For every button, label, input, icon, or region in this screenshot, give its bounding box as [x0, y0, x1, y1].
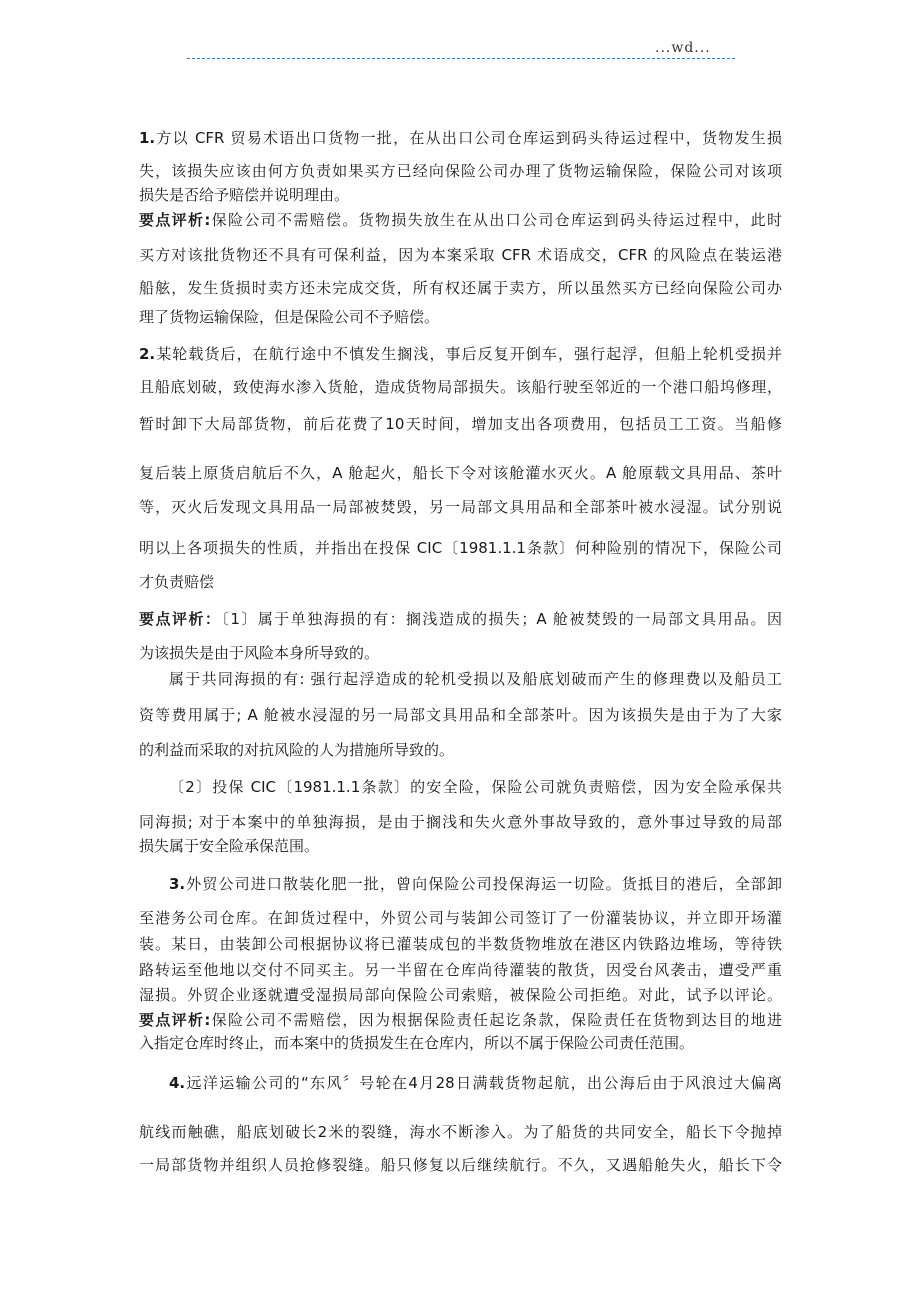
paragraph-line: 至港务公司仓库。在卸货过程中，外贸公司与装卸公司签订了一份灌装协议，并立即开场灌 [139, 909, 782, 927]
paragraph-line: 损失属于安全险承保范围。 [139, 837, 320, 855]
paragraph-line: 同海损; 对于本案中的单独海损，是由于搁浅和失火意外事故导致的，意外事过导致的局部 [139, 813, 782, 831]
analysis-label: 要点评析: [139, 211, 211, 229]
paragraph-line: 买方对该批货物还不具有可保利益，因为本案采取 CFR 术语成交，CFR 的风险点在装运港 [139, 246, 782, 264]
paragraph-line: 等，灭火后发现文具用品一局部被焚毁，另一局部文具用品和全部茶叶被水浸湿。试分别说 [139, 498, 782, 516]
paragraph-line: 一局部货物并组织人员抢修裂缝。船只修复以后继续航行。不久，又遇船舱失火，船长下令 [139, 1156, 782, 1174]
paragraph-line: 才负责赔偿 [139, 573, 215, 591]
line-text: 〔1〕属于单独海损的有：搁浅造成的损失；A 舱被焚毁的一局部文具用品。因 [221, 610, 782, 628]
header-divider [187, 58, 735, 59]
line-text: 外贸公司进口散装化肥一批，曾向保险公司投保海运一切险。货抵目的港后，全部卸 [185, 875, 782, 893]
analysis-label: 要点评析： [139, 610, 222, 628]
paragraph-line [139, 210, 782, 230]
question-number: 1. [139, 129, 156, 147]
paragraph-line: 为该损失是由于风险本身所导致的。 [139, 644, 380, 662]
question-number: 4. [169, 1074, 186, 1092]
paragraph-line: 暂时卸下大局部货物，前后花费了10天时间，增加支出各项费用，包括员工工资。当船修 [139, 415, 782, 433]
paragraph-line: 的利益而采取的对抗风险的人为措施所导致的。 [139, 741, 455, 759]
paragraph-line: 船舷，发生货损时卖方还未完成交货，所有权还属于卖方，所以虽然买方已经向保险公司办 [139, 279, 782, 297]
paragraph-line [139, 609, 782, 629]
paragraph-line: 复后装上原货启航后不久，A 舱起火，船长下令对该舱灌水灭火。A 舱原载文具用品、茶叶 [139, 464, 782, 482]
paragraph-line: 损失是否给予赔偿并说明理由。 [139, 186, 350, 204]
line-text: 保险公司不需赔偿，因为根据保险责任起讫条款，保险责任在货物到达目的地进 [210, 1011, 782, 1029]
paragraph-line [139, 128, 782, 148]
paragraph-line: 航线而触礁，船底划破长2米的裂缝，海水不断渗入。为了船货的共同安全，船长下令抛掉 [139, 1123, 782, 1141]
paragraph-line: 明以上各项损失的性质，并指出在投保 CIC〔1981.1.1条款〕何种险别的情况下，保险公司 [139, 539, 782, 557]
paragraph-line [169, 1073, 782, 1093]
paragraph-line: 路转运至他地以交付不同买主。另一半留在仓库尚待灌装的散货，因受台风袭击，遭受严重 [139, 961, 782, 979]
paragraph-line: 〔2〕投保 CIC〔1981.1.1条款〕的安全险，保险公司就负责赔偿，因为安全险承保共 [169, 778, 782, 796]
question-number: 3. [169, 875, 186, 893]
paragraph-line [139, 344, 782, 364]
paragraph-line: 资等费用属于; A 舱被水浸湿的另一局部文具用品和全部茶叶。因为该损失是由于为了大家 [139, 706, 782, 724]
paragraph-line: 入指定仓库时终止，而本案中的货损发生在仓库内，所以不属于保险公司责任范围。 [139, 1034, 695, 1052]
paragraph-line: 装。某日，由装卸公司根据协议将已灌装成包的半数货物堆放在港区内铁路边堆场，等待铁 [139, 935, 782, 953]
paragraph-line: 失，该损失应该由何方负责如果买方已经向保险公司办理了货物运输保险，保险公司对该项 [139, 162, 782, 180]
paragraph-line: 属于共同海损的有: 强行起浮造成的轮机受损以及船底划破而产生的修理费以及船员工 [169, 670, 782, 688]
analysis-label: 要点评析: [139, 1011, 211, 1029]
question-number: 2. [139, 345, 156, 363]
line-text: 远洋运输公司的“东风〞号轮在4月28日满载货物起航，出公海后由于风浪过大偏离 [185, 1074, 782, 1092]
header-mark: ...wd... [655, 40, 711, 56]
paragraph-line: 且船底划破，致使海水渗入货舱，造成货物局部损失。该船行驶至邻近的一个港口船坞修理， [139, 378, 782, 396]
line-text: 保险公司不需赔偿。货物损失放生在从出口公司仓库运到码头待运过程中，此时 [210, 211, 782, 229]
paragraph-line: 湿损。外贸企业逐就遭受湿损局部向保险公司索赔，被保险公司拒绝。对此，试予以评论。 [139, 986, 782, 1004]
line-text: 某轮载货后，在航行途中不慎发生搁浅，事后反复开倒车，强行起浮，但船上轮机受损并 [155, 345, 782, 363]
paragraph-line [169, 874, 782, 894]
paragraph-line: 理了货物运输保险，但是保险公司不予赔偿。 [139, 308, 440, 326]
paragraph-line [139, 1010, 782, 1030]
line-text: 方以 CFR 贸易术语出口货物一批，在从出口公司仓库运到码头待运过程中，货物发生损 [155, 129, 782, 147]
